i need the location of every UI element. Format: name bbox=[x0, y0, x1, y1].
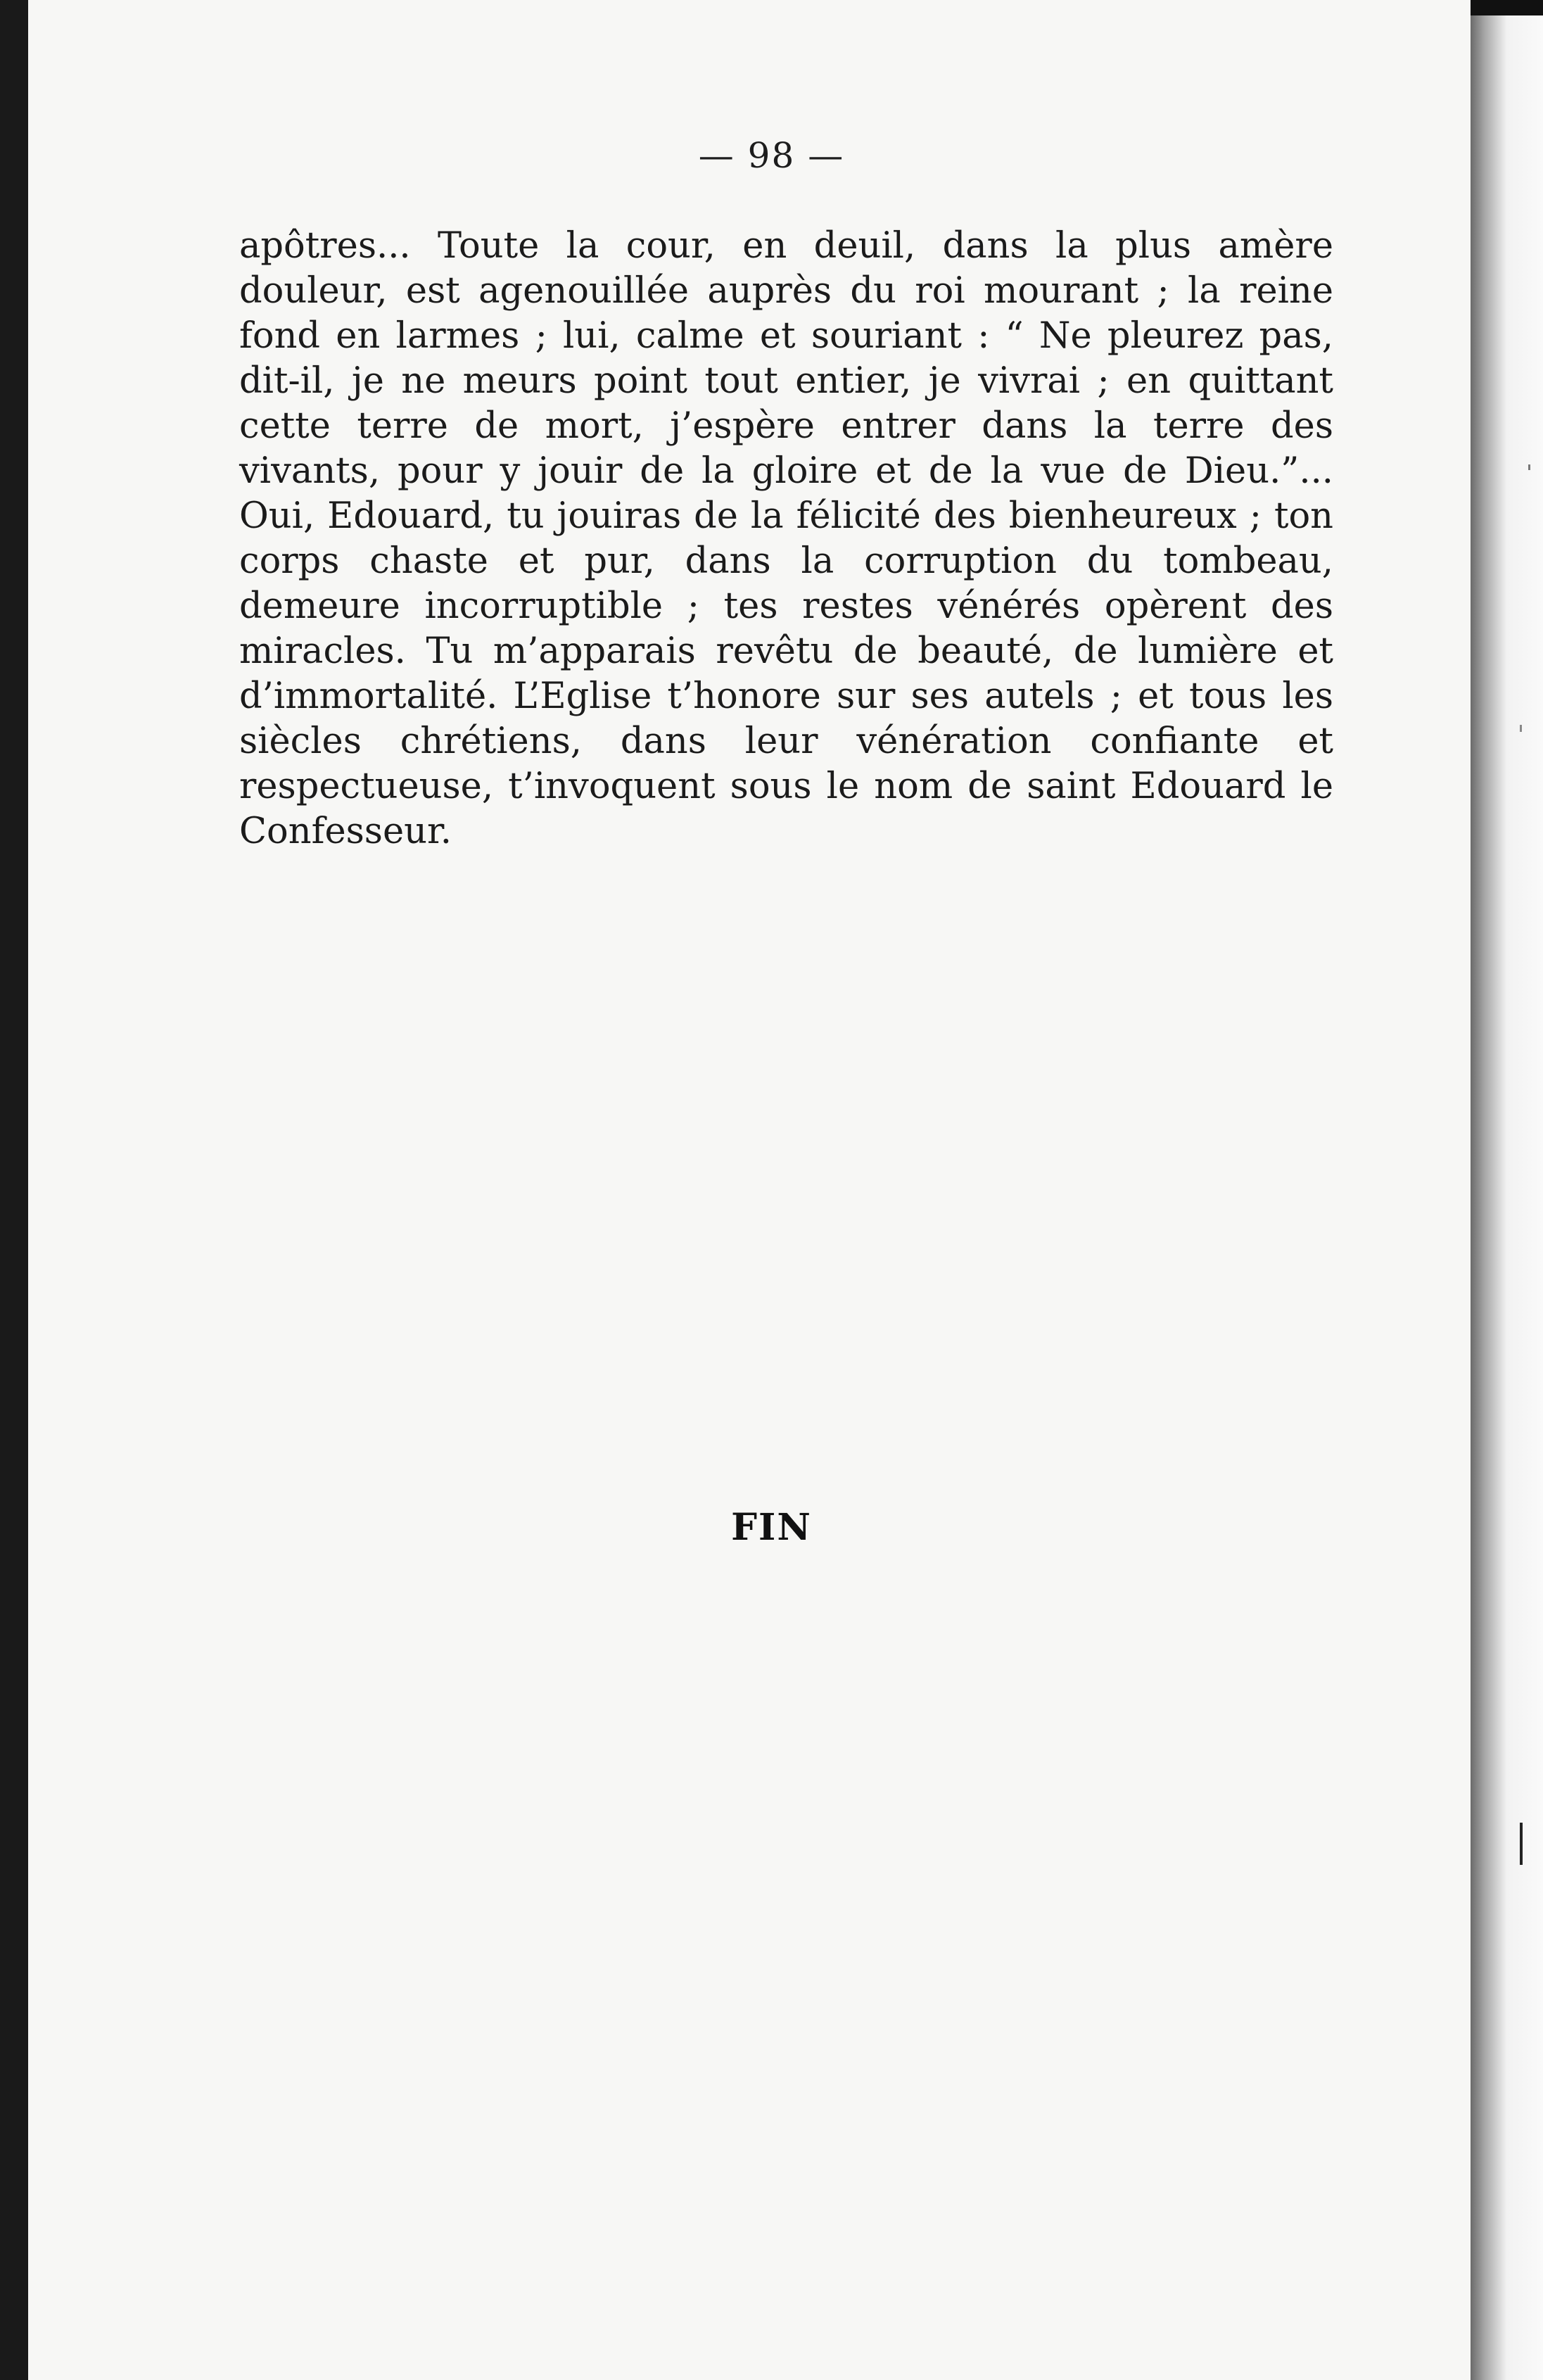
page-edge-shadow bbox=[1471, 0, 1543, 2380]
margin-speck bbox=[1528, 464, 1530, 470]
page-number: — 98 — bbox=[698, 135, 845, 176]
body-paragraph: apôtres... Toute la cour, en deuil, dans la plus amère douleur, est agenouillée auprès du roi mourant ; la reine fond en larmes ; lui, calme et souriant : “ Ne pleurez pas, dit-il, je ne meurs point tout entier, je vivrai ; en quittant cette terre de mort, j’espère entrer dans la terre des vivants, pour y jouir de la gloire et de la vue de Dieu.”... Oui, Edouard, tu jouiras de la félicité des bienheureux ; ton corps chaste et pur, dans la corruption du tombeau, demeure incorruptible ; tes restes vénérés opèrent des miracles. Tu m’apparais revêtu de beauté, de lumière et d’immortalité. L’Eglise t’honore sur ses autels ; et tous les siècles chrétiens, dans leur vénération confiante et respectueuse, t’invoquent sous le nom de saint Edouard le Confesseur. bbox=[239, 225, 1333, 852]
margin-speck bbox=[1520, 725, 1522, 732]
margin-speck bbox=[1520, 1823, 1523, 1865]
end-mark: FIN bbox=[731, 1506, 812, 1549]
scan-border bbox=[1471, 0, 1543, 15]
